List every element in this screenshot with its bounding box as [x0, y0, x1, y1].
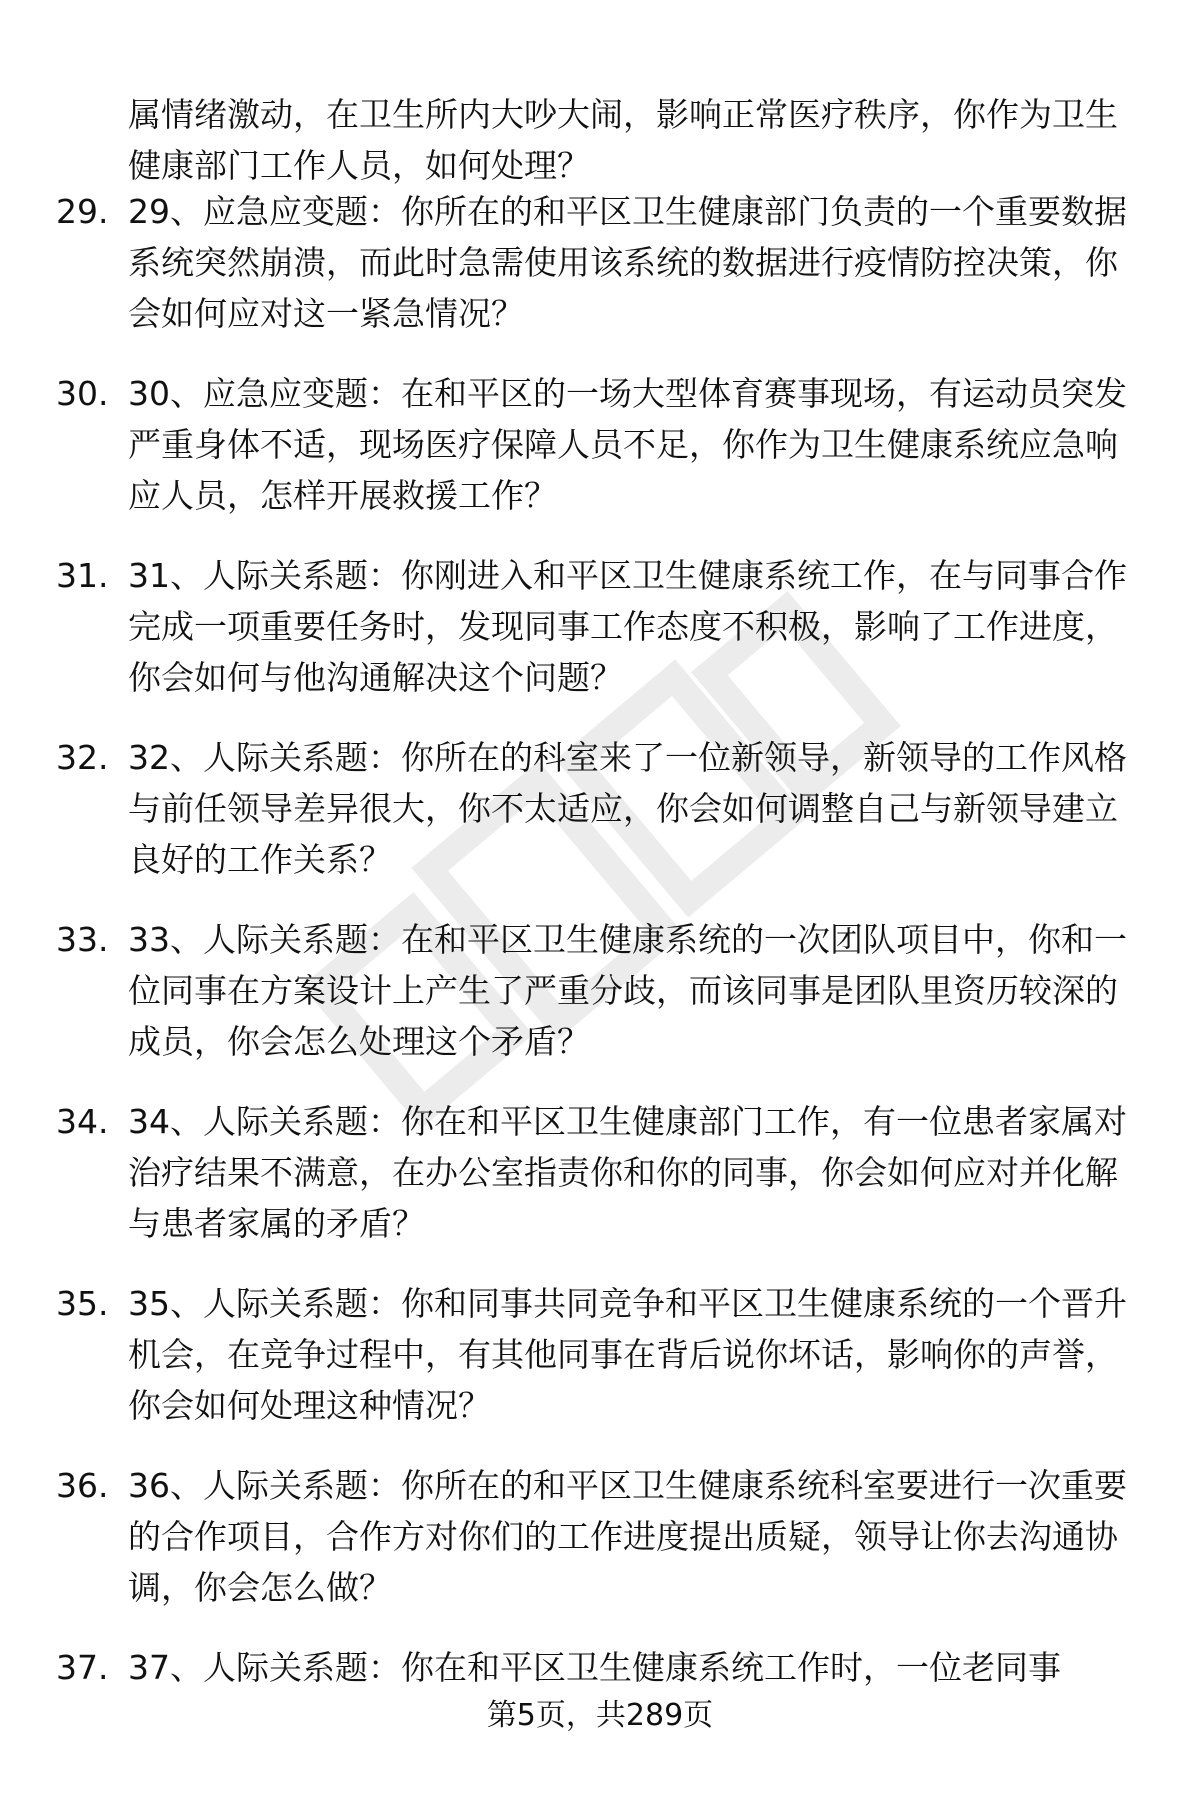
- list-item: [0, 1272, 1200, 1454]
- list-item: [0, 362, 1200, 544]
- list-item: [0, 726, 1200, 908]
- item-number: 29.: [56, 192, 109, 231]
- item-number: 36.: [56, 1466, 109, 1505]
- list-item: [0, 1090, 1200, 1272]
- list-item: [0, 908, 1200, 1090]
- item-text: 37、人际关系题：你在和平区卫生健康系统工作时，一位老同事: [128, 1648, 1061, 1687]
- item-text: 30、应急应变题：在和平区的一场大型体育赛事现场，有运动员突发严重身体不适，现场医疗保障人员不足，你作为卫生健康系统应急响应人员，怎样开展救援工作？: [128, 374, 1127, 515]
- item-text: 33、人际关系题：在和平区卫生健康系统的一次团队项目中，你和一位同事在方案设计上产生了严重分歧，而该同事是团队里资历较深的成员，你会怎么处理这个矛盾？: [128, 920, 1127, 1061]
- item-text: 35、人际关系题：你和同事共同竞争和平区卫生健康系统的一个晋升机会，在竞争过程中，有其他同事在背后说你坏话，影响你的声誉，你会如何处理这种情况？: [128, 1284, 1127, 1425]
- item-number: 31.: [56, 556, 109, 595]
- page-footer: 第5页，共289页: [486, 1698, 714, 1733]
- question-list: [0, 180, 1200, 1818]
- item-text: 29、应急应变题：你所在的和平区卫生健康部门负责的一个重要数据系统突然崩溃，而此时急需使用该系统的数据进行疫情防控决策，你会如何应对这一紧急情况？: [128, 192, 1127, 333]
- item-number: 34.: [56, 1102, 109, 1141]
- list-item: [0, 180, 1200, 362]
- item-text: 34、人际关系题：你在和平区卫生健康部门工作，有一位患者家属对治疗结果不满意，在办公室指责你和你的同事，你会如何应对并化解与患者家属的矛盾？: [128, 1102, 1127, 1243]
- item-text: 32、人际关系题：你所在的科室来了一位新领导，新领导的工作风格与前任领导差异很大，你不太适应，你会如何调整自己与新领导建立良好的工作关系？: [128, 738, 1127, 879]
- item-text: 31、人际关系题：你刚进入和平区卫生健康系统工作，在与同事合作完成一项重要任务时，发现同事工作态度不积极，影响了工作进度，你会如何与他沟通解决这个问题？: [128, 556, 1127, 697]
- continuation-paragraph: 属情绪激动，在卫生所内大吵大闹，影响正常医疗秩序，你作为卫生健康部门工作人员，如何处理？: [128, 95, 1118, 185]
- item-number: 33.: [56, 920, 109, 959]
- item-text: 36、人际关系题：你所在的和平区卫生健康系统科室要进行一次重要的合作项目，合作方对你们的工作进度提出质疑，领导让你去沟通协调，你会怎么做？: [128, 1466, 1127, 1607]
- item-number: 32.: [56, 738, 109, 777]
- item-number: 35.: [56, 1284, 109, 1323]
- list-item: [0, 544, 1200, 726]
- item-number: 30.: [56, 374, 109, 413]
- list-item: [0, 1454, 1200, 1636]
- item-number: 37.: [56, 1648, 109, 1687]
